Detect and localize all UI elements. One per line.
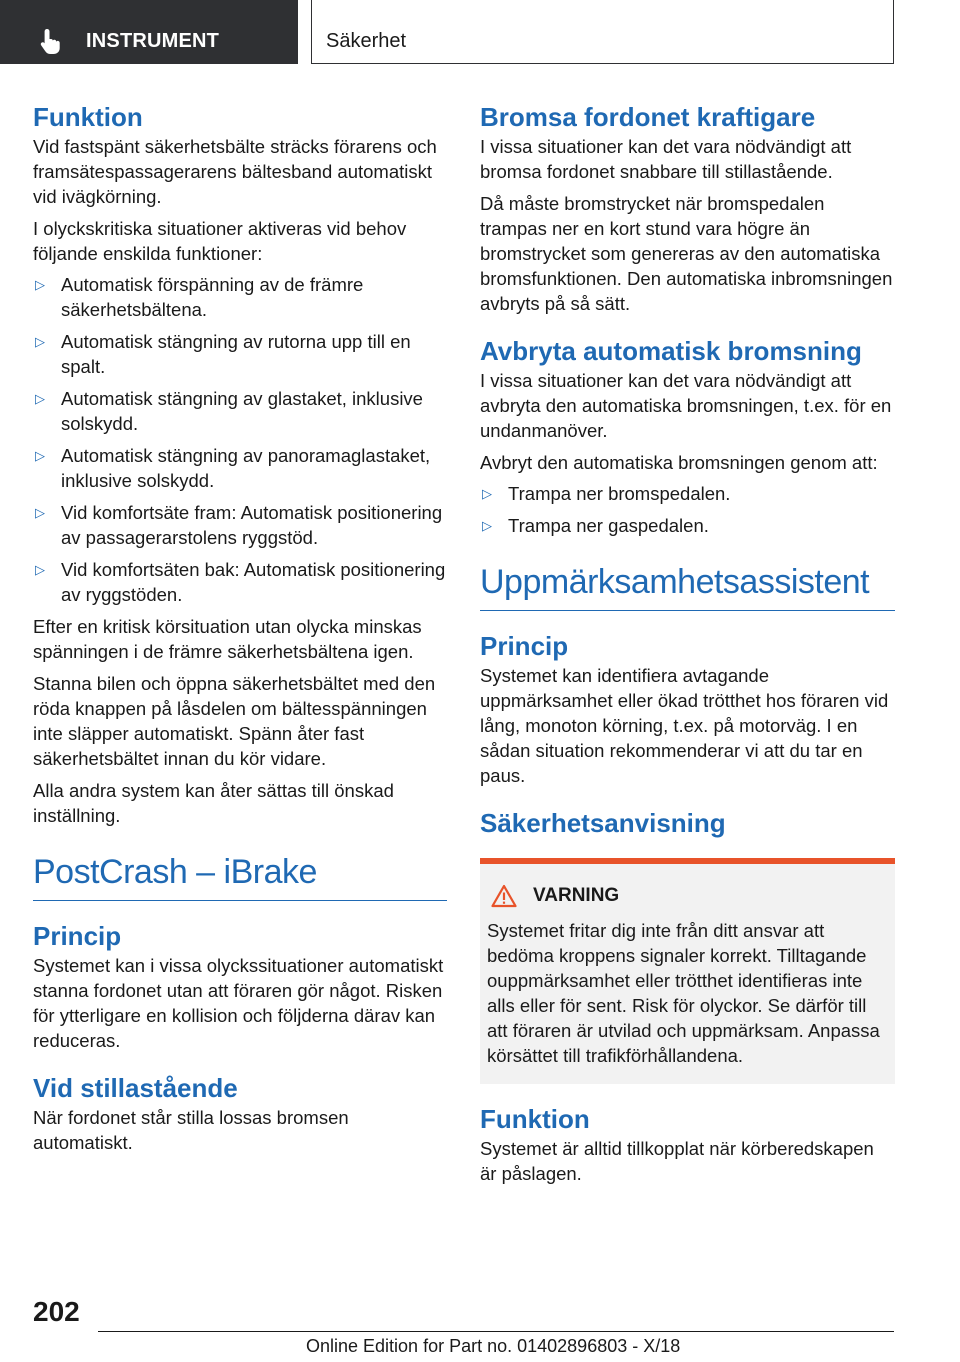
section-tab[interactable] — [311, 0, 894, 64]
funktion-heading: Funktion — [33, 102, 143, 132]
uppmarksamhet-princip-heading: Princip — [480, 631, 569, 661]
list-item — [33, 443, 447, 493]
postcrash-princip-text: Systemet kan i vissa olyckssituationer automatiskt stanna fordonet utan att föraren gör något. Risken för ytterligare en kollision och följderna därav kan reduceras. — [33, 955, 444, 1051]
avbryta-paragraph-2: Avbryt den automatiska bromsningen genom att: — [480, 452, 878, 473]
list-item-text: Automatisk förspänning av de främre säkerhetsbältena. — [61, 274, 364, 320]
uppmarksamhet-heading: Uppmärksamhetsassistent — [480, 560, 895, 611]
warning-text: Systemet fritar dig inte från ditt ansvar att bedöma kroppens signaler korrekt. Tilltagande ouppmärksamhet eller trötthet identifieras inte alls eller för sent. Risk för olyckor. Se därför till att föraren är utvilad och uppmärksam. Anpassa körsättet till trafikförhållandena. — [487, 920, 880, 1066]
bromsa-paragraph-1: I vissa situationer kan det vara nödvändigt att bromsa fordonet snabbare till stillastående. — [480, 136, 852, 182]
triangle-right-icon: ▷ — [35, 391, 45, 406]
postcrash-princip-heading: Princip — [33, 921, 122, 951]
bromsa-paragraph-2: Då måste bromstrycket när bromspedalen trampas ner en kort stund vara högre än bromstrycket som genereras av den automatiska bromsfunktionen. Den automatiska inbromsningen avbryts på så sätt. — [480, 193, 893, 314]
funktion-paragraph-1: Vid fastspänt säkerhetsbälte sträcks förarens och framsätespassagerarens bältesband automatiskt vid ivägkörning. — [33, 136, 437, 207]
funktion-bullet-list — [33, 272, 447, 607]
funktion-paragraph-2: I olyckskritiska situationer aktiveras vid behov följande enskilda funktioner: — [33, 218, 407, 264]
list-item — [480, 481, 895, 506]
stillastaende-heading: Vid stillastående — [33, 1073, 238, 1103]
uppmarksamhet-princip-text: Systemet kan identifiera avtagande uppmärksamhet eller ökad trötthet hos föraren vid lång, monoton körning, t.ex. på motorväg. I en sådan situation rekommenderar vi att du tar en paus. — [480, 665, 889, 786]
postcrash-heading: PostCrash – iBrake — [33, 850, 447, 901]
list-item-text: Trampa ner bromspedalen. — [508, 483, 731, 504]
funktion-paragraph-4: Stanna bilen och öppna säkerhetsbältet med den röda knappen på låsdelen om bältesspänningen inte släpper automatiskt. Spänn åter fast säkerhetsbältet innan du kör vidare. — [33, 673, 436, 769]
uppmarksamhet-funktion-text: Systemet är alltid tillkopplat när körberedskapen är påslagen. — [480, 1138, 874, 1184]
list-item-text: Automatisk stängning av rutorna upp till en spalt. — [61, 331, 411, 377]
stillastaende-text: När fordonet står stilla lossas bromsen automatiskt. — [33, 1107, 349, 1153]
list-item-text: Vid komfortsäten bak: Automatisk positionering av ryggstöden. — [61, 559, 446, 605]
warning-header — [487, 882, 888, 910]
list-item — [33, 557, 447, 607]
list-item-text: Vid komfortsäte fram: Automatisk positionering av passagerarstolens ryggstöd. — [61, 502, 443, 548]
triangle-right-icon: ▷ — [35, 448, 45, 463]
avbryta-paragraph-1: I vissa situationer kan det vara nödvändigt att avbryta den automatiska bromsningen, t.ex. för en undanmanöver. — [480, 370, 892, 441]
page-number: 202 — [33, 1296, 80, 1327]
chapter-tab-label: INSTRUMENT — [86, 30, 220, 52]
list-item — [480, 513, 895, 538]
section-tab-label: Säkerhet — [326, 30, 407, 52]
hand-pointer-icon — [38, 27, 64, 55]
list-item-text: Automatisk stängning av panoramaglastaket, inklusive solskydd. — [61, 445, 431, 491]
left-column — [33, 100, 447, 1155]
funktion-paragraph-5: Alla andra system kan åter sättas till önskad inställning. — [33, 780, 394, 826]
triangle-right-icon: ▷ — [482, 486, 492, 501]
avbryta-bullet-list — [480, 481, 895, 538]
list-item-text: Automatisk stängning av glastaket, inklusive solskydd. — [61, 388, 423, 434]
right-column — [480, 100, 895, 1186]
triangle-right-icon: ▷ — [35, 505, 45, 520]
footer-edition-text: Online Edition for Part no. 01402896803 - X/18 — [306, 1336, 681, 1356]
warning-box — [480, 858, 895, 1084]
triangle-right-icon: ▷ — [35, 562, 45, 577]
triangle-right-icon: ▷ — [35, 277, 45, 292]
funktion-paragraph-3: Efter en kritisk körsituation utan olycka minskas spänningen i de främre säkerhetsbältena igen. — [33, 616, 422, 662]
bromsa-heading: Bromsa fordonet kraftigare — [480, 102, 816, 132]
uppmarksamhet-funktion-heading: Funktion — [480, 1104, 590, 1134]
list-item — [33, 272, 447, 322]
list-item — [33, 386, 447, 436]
triangle-right-icon: ▷ — [35, 334, 45, 349]
warning-title: VARNING — [533, 885, 620, 906]
list-item — [33, 329, 447, 379]
triangle-right-icon: ▷ — [482, 518, 492, 533]
list-item — [33, 500, 447, 550]
warning-triangle-icon — [491, 884, 517, 908]
list-item-text: Trampa ner gaspedalen. — [508, 515, 709, 536]
sakerhetsanvisning-heading: Säkerhetsanvisning — [480, 808, 726, 838]
page-header — [0, 0, 960, 66]
footer-divider — [98, 1331, 894, 1332]
avbryta-heading: Avbryta automatisk bromsning — [480, 336, 862, 366]
chapter-tab[interactable] — [0, 0, 298, 64]
